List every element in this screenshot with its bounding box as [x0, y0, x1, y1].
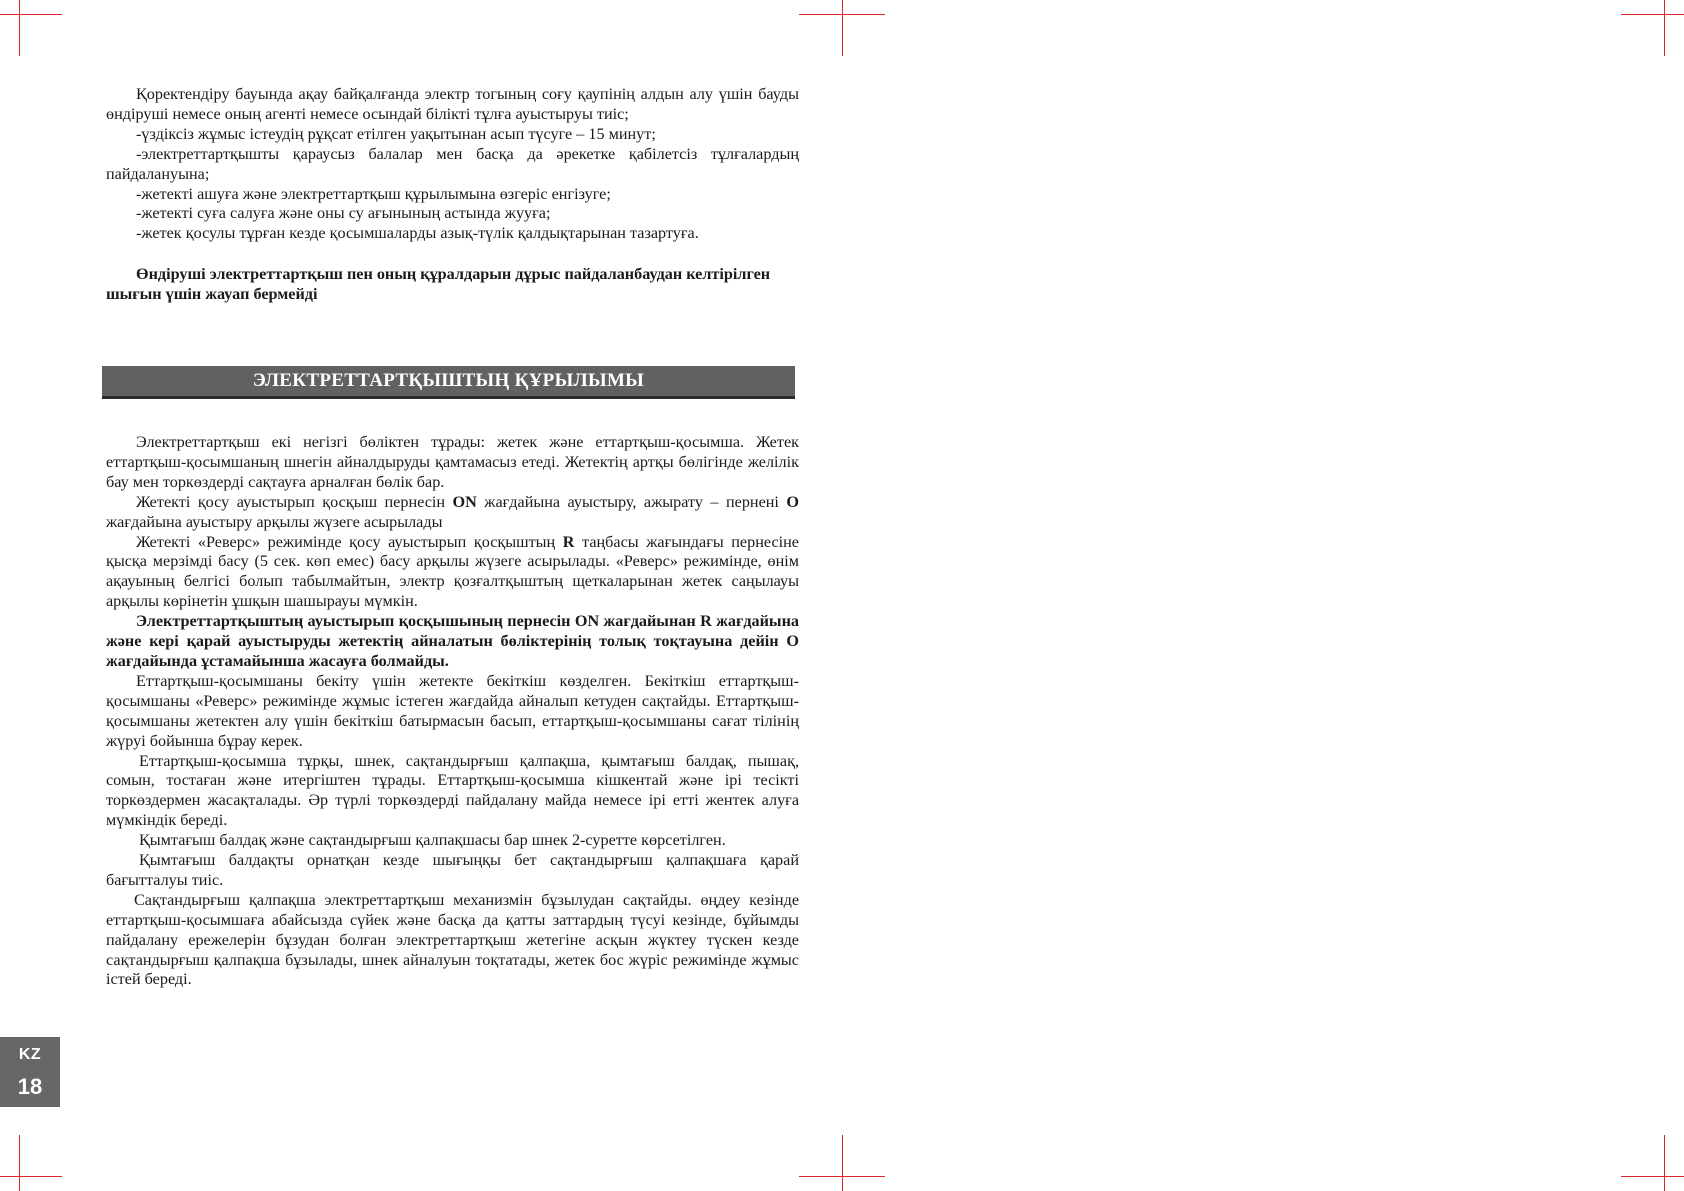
text-run: жағдайына ауыстыру арқылы жүзеге асырылады — [106, 512, 443, 531]
body-paragraph: Қымтағыш балдақты орнатқан кезде шығыңқы бет сақтандырғыш қалпақшаға қарай бағытталуы тиіс. — [106, 851, 799, 889]
text-run: R — [562, 532, 575, 551]
liability-warning: Өндіруші электреттартқыш пен оның құралдарын дұрыс пайдаланбаудан келтірілген шығын үшін жауап бермейді — [106, 265, 771, 304]
section-heading — [102, 366, 795, 399]
body-paragraph: Сақтандырғыш қалпақша электреттартқыш механизмін бұзылудан сақтайды. өңдеу кезінде еттартқыш-қосымшаға абайсызда сүйек және басқа да қатты заттардың түсуі кезінде, бұйымды пайдалану ережелерін бұзудан болған электреттартқыш жетегіне асқын жүктеу түскен кезде сақтандырғыш қалпақша бұзылады, шнек айналуын тоқтатады, жетек бос жүріс режимінде жұмыс істей береді. — [106, 890, 799, 989]
body-paragraph: Еттартқыш-қосымшаны бекіту үшін жетекте бекіткіш көзделген. Бекіткіш еттартқыш-қосымшаны «Реверс» режимінде жұмыс істеген жағдайда айналып кетуден сақтайды. Еттартқыш-қосымшаны жетектен алу үшін бекіткіш батырмасын басып, еттартқыш-қосымшаны сағат тілінің жүруі бойынша бұрау керек. — [106, 671, 799, 750]
page-tab — [0, 1037, 60, 1107]
crop-mark — [1621, 1176, 1684, 1177]
crop-mark — [19, 0, 20, 56]
body-paragraph: Қымтағыш балдақ және сақтандырғыш қалпақшасы бар шнек 2-суретте көрсетілген. — [139, 831, 726, 850]
text-run: ON — [452, 492, 477, 511]
crop-mark — [842, 1135, 843, 1191]
language-code: KZ — [18, 1046, 42, 1063]
body-paragraph — [106, 493, 799, 533]
intro-block — [106, 85, 799, 305]
intro-list-item: -жетекті суға салуға және оны су ағынының астында жууға; — [136, 204, 551, 223]
crop-mark — [799, 14, 885, 15]
body-paragraph: Еттартқыш-қосымша тұрқы, шнек, сақтандырғыш қалпақша, қымтағыш балдақ, пышақ, сомын, тостаған және итергіштен тұрады. Еттартқыш-қосымша кішкентай және ірі тесікті торкөздермен жасақталады. Әр түрлі торкөздерді пайдалану майда немесе ірі етті жентек алуға мүмкіндік береді. — [106, 751, 799, 830]
intro-list-item: -жетек қосулы тұрған кезде қосымшаларды азық-түлік қалдықтарынан тазартуға. — [136, 224, 699, 243]
body-block — [106, 433, 799, 990]
intro-list-item: -электреттартқышты қараусыз балалар мен басқа да әрекетке қабілетсіз тұлғалардың пайдалануына; — [106, 144, 799, 183]
intro-list-item: -жетекті ашуға және электреттартқыш құрылымына өзгеріс енгізуге; — [136, 184, 611, 203]
crop-mark — [0, 14, 62, 15]
crop-mark — [799, 1176, 885, 1177]
crop-mark — [0, 1176, 62, 1177]
text-run: Жетекті қосу ауыстырып қосқыш пернесін — [136, 492, 453, 511]
text-run: жағдайына ауыстыру, ажырату – пернені — [476, 492, 787, 511]
crop-mark — [19, 1135, 20, 1191]
page-number: 18 — [17, 1074, 43, 1099]
body-paragraph: Электреттартқыш екі негізгі бөліктен тұрады: жетек және еттартқыш-қосымша. Жетек еттартқыш-қосымшаның шнегін айналдыруды қамтамасыз етеді. Жетектің артқы бөлігінде желілік бау мен торкөздерді сақтауға арналған бөлік бар. — [106, 433, 799, 491]
intro-paragraph: Қоректендіру бауында ақау байқалғанда электр тогының соғу қаупінің алдын алу үшін бауды өндіруші немесе оның агенті немесе осындай білікті тұлға ауыстыруы тиіс; — [106, 85, 799, 123]
crop-mark — [1664, 0, 1665, 56]
text-run: таңбасы жағындағы пернесіне қысқа мерзімді басу (5 сек. көп емес) басу арқылы жүзеге асырылады. «Реверс» режимінде, өнім ақауының белгісі болып табылмайтын, электр қозғалтқыштың щеткаларынан жетек саңылауы арқылы көрінетін ұшқын шашырауы мүмкін. — [106, 532, 799, 611]
text-run: O — [786, 492, 799, 511]
intro-list-item: -үздіксіз жұмыс істеудің рұқсат етілген уақытынан асып түсуге – 15 минут; — [136, 124, 656, 143]
crop-mark — [842, 0, 843, 56]
body-paragraph — [106, 533, 799, 613]
body-warning-paragraph: Электреттартқыштың ауыстырып қосқышының пернесін ON жағдайынан R жағдайына және кері қарай ауыстыруды жетектің айналатын бөліктерінің толық тоқтауына дейін O жағдайында ұстамайынша жасауға болмайды. — [106, 612, 799, 670]
crop-mark — [1621, 14, 1684, 15]
crop-mark — [1664, 1135, 1665, 1191]
text-run: Жетекті «Реверс» режимінде қосу ауыстырып қосқыштың — [136, 532, 563, 551]
section-title: ЭЛЕКТРЕТТАРТҚЫШТЫҢ ҚҰРЫЛЫМЫ — [252, 370, 645, 391]
